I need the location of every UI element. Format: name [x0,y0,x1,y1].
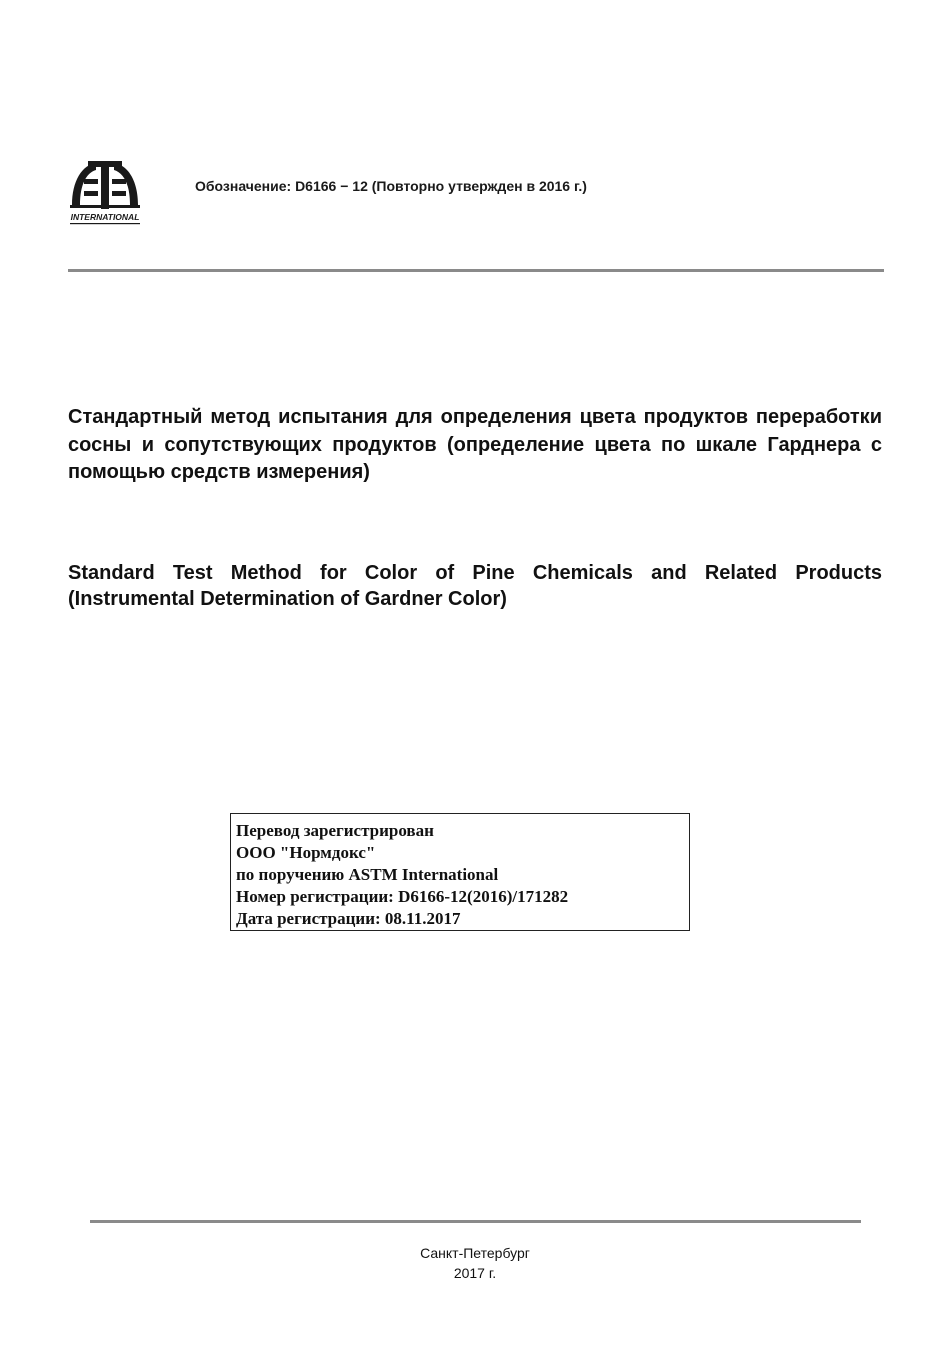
astm-logo [66,157,144,227]
footer [0,1243,950,1283]
registration-box [230,813,690,931]
document-title-russian: Стандартный метод испытания для определения цвета продуктов переработки сосны и сопутствующих продуктов (определение цвета по шкале Гарднера с помощью средств измерения) [68,406,882,483]
registration-line-commission: по поручению ASTM International [236,865,499,884]
registration-line-company: ООО "Нормдокс" [236,843,376,862]
header-divider [68,269,884,272]
footer-year: 2017 г. [453,1265,497,1281]
svg-text:INTERNATIONAL: INTERNATIONAL [70,212,140,222]
registration-line-date: Дата регистрации: 08.11.2017 [236,909,461,928]
document-designation: Обозначение: D6166 − 12 (Повторно утвержден в 2016 г.) [195,178,587,194]
registration-line-number: Номер регистрации: D6166-12(2016)/171282 [236,887,569,906]
registration-line-translated: Перевод зарегистрирован [236,821,434,840]
document-title-english: Standard Test Method for Color of Pine Chemicals and Related Products (Instrumental Determination of Gardner Color) [68,562,882,610]
footer-city: Санкт-Петербург [420,1245,530,1261]
footer-divider [90,1220,861,1223]
